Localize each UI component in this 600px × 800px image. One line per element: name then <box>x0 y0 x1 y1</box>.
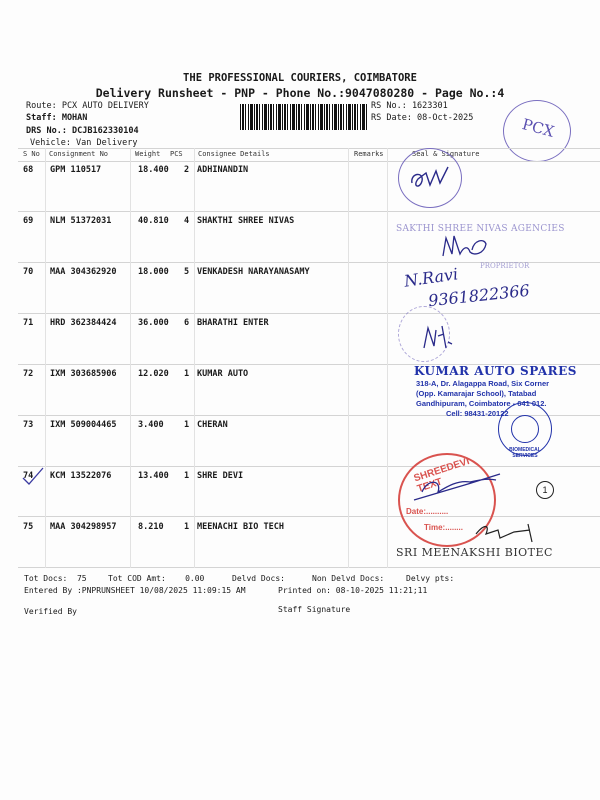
row-consignee: MEENACHI BIO TECH <box>197 522 284 532</box>
row-pcs: 6 <box>184 318 190 328</box>
pcx-stamp-text: PCX <box>520 115 557 141</box>
row-weight: 12.020 <box>138 369 169 379</box>
row-divider <box>18 313 600 314</box>
row-weight: 36.000 <box>138 318 169 328</box>
total-cod-amount: Tot COD Amt: 0.00 <box>108 574 205 583</box>
sakthi-agencies-stamp: SAKTHI SHREE NIVAS AGENCIES <box>396 224 565 234</box>
col-divider <box>45 148 46 568</box>
kumar-stamp-cell: Cell: 98431-20122 <box>446 409 509 418</box>
kumar-stamp-address-3: Gandhipuram, Coimbatore - 641 012. <box>416 399 547 408</box>
row-weight: 40.810 <box>138 216 169 226</box>
row-consignment: KCM 13522076 <box>50 471 112 481</box>
row-consignee: SHRE DEVI <box>197 471 244 481</box>
row-consignee: VENKADESH NARAYANASAMY <box>197 267 310 277</box>
row-weight: 3.400 <box>138 420 164 430</box>
row-sno: 68 <box>23 165 34 175</box>
pcx-stamp <box>503 100 571 162</box>
row-consignment: IXM 509004465 <box>50 420 117 430</box>
col-header-consignment: Consignment No <box>49 150 109 158</box>
table-header-border <box>18 161 600 162</box>
vehicle-label: Vehicle: Van Delivery <box>30 138 138 148</box>
verified-by-label: Verified By <box>24 607 77 616</box>
row-divider <box>18 211 600 212</box>
row-divider <box>18 466 600 467</box>
row-consignee: SHAKTHI SHREE NIVAS <box>197 216 295 226</box>
delivered-docs: Delvd Docs: <box>232 574 285 583</box>
row-weight: 8.210 <box>138 522 164 532</box>
col-header-remarks: Remarks <box>354 150 384 158</box>
delivery-points: Delvy pts: <box>406 574 455 583</box>
row-weight: 18.000 <box>138 267 169 277</box>
kumar-stamp-address-2: (Opp. Kamarajar School), Tatabad <box>416 389 537 398</box>
col-divider <box>130 148 131 568</box>
row-sno: 74 <box>23 471 34 481</box>
rs-date: RS Date: 08-Oct-2025 <box>371 113 474 123</box>
row-consignee: CHERAN <box>197 420 228 430</box>
runsheet-subtitle: Delivery Runsheet - PNP - Phone No.:9047080280 - Page No.:4 <box>95 86 505 100</box>
col-divider <box>194 148 195 568</box>
biomedical-stamp-text: BIOMEDICAL SERVICES <box>509 447 541 459</box>
signature-shreedevi <box>408 470 504 504</box>
col-header-sno: S No <box>23 150 40 158</box>
barcode-image <box>240 104 368 130</box>
col-divider <box>387 148 388 568</box>
col-divider <box>348 148 349 568</box>
row-pcs: 2 <box>184 165 190 175</box>
meenakshi-biotec-stamp: SRI MEENAKSHI BIOTEC <box>396 546 553 559</box>
kumar-stamp-address-1: 318-A, Dr. Alagappa Road, Six Corner <box>416 379 550 388</box>
kumar-stamp-name: KUMAR AUTO SPARES <box>414 364 577 378</box>
row-weight: 13.400 <box>138 471 169 481</box>
row-sno: 70 <box>23 267 34 277</box>
row-sno: 73 <box>23 420 34 430</box>
row-sno: 69 <box>23 216 34 226</box>
biomedical-stamp-inner <box>511 415 539 443</box>
table-top-border <box>18 148 600 149</box>
row-consignee: KUMAR AUTO <box>197 369 249 379</box>
row-pcs: 1 <box>184 369 190 379</box>
shreedevi-stamp-text: SHREEDEVI TEXT <box>412 456 471 495</box>
col-header-seal-signature: Seal & Signature <box>412 150 480 158</box>
col-header-pcs: PCS <box>170 150 183 158</box>
signature-sakthi <box>440 232 490 260</box>
drs-number: DRS No.: DCJB162330104 <box>26 126 139 136</box>
proprietor-stamp: PROPRIETOR <box>480 262 530 270</box>
staff-label: Staff: MOHAN <box>26 113 88 123</box>
biomedical-stamp <box>498 402 552 459</box>
non-delivered-docs: Non Delvd Docs: <box>312 574 385 583</box>
row-consignment: GPM 110517 <box>50 165 102 175</box>
row-consignment: NLM 51372031 <box>50 216 112 226</box>
row-pcs: 1 <box>184 471 190 481</box>
row-pcs: 4 <box>184 216 190 226</box>
company-title: THE PROFESSIONAL COURIERS, COIMBATORE <box>183 72 417 84</box>
stamp-date-label: Date:.......... <box>406 507 449 516</box>
col-header-weight: Weight <box>135 150 161 158</box>
row-consignee: BHARATHI ENTER <box>197 318 269 328</box>
rs-number: RS No.: 1623301 <box>371 101 448 111</box>
circled-number: 1 <box>536 481 554 499</box>
row-weight: 18.400 <box>138 165 169 175</box>
row-divider <box>18 516 600 517</box>
row-sno: 75 <box>23 522 34 532</box>
printed-on: Printed on: 08-10-2025 11:21;11 <box>278 586 428 595</box>
row-sno: 72 <box>23 369 34 379</box>
table-bottom-border <box>18 567 600 568</box>
row-pcs: 1 <box>184 420 190 430</box>
checkmark-icon <box>20 466 46 486</box>
signature-bharathi <box>420 322 456 352</box>
signature-adhinandin <box>408 165 454 195</box>
signature-meenachi <box>470 520 540 544</box>
row-consignee: ADHINANDIN <box>197 165 249 175</box>
handwritten-n-ravi: N.Ravi <box>402 264 460 291</box>
row-pcs: 1 <box>184 522 190 532</box>
col-header-consignee: Consignee Details <box>198 150 270 158</box>
stamp-time-label: Time:........ <box>424 523 463 532</box>
handwritten-phone: 9361822366 <box>427 280 531 311</box>
row-consignment: HRD 362384424 <box>50 318 117 328</box>
row-sno: 71 <box>23 318 34 328</box>
row-consignment: MAA 304298957 <box>50 522 117 532</box>
total-docs: Tot Docs: 75 <box>24 574 87 583</box>
entered-by: Entered By :PNPRUNSHEET 10/08/2025 11:09:15 AM <box>24 586 246 595</box>
row-consignment: IXM 303685906 <box>50 369 117 379</box>
row-pcs: 5 <box>184 267 190 277</box>
staff-signature-label: Staff Signature <box>278 605 351 614</box>
row-consignment: MAA 304362920 <box>50 267 117 277</box>
route-label: Route: PCX AUTO DELIVERY <box>26 101 149 111</box>
